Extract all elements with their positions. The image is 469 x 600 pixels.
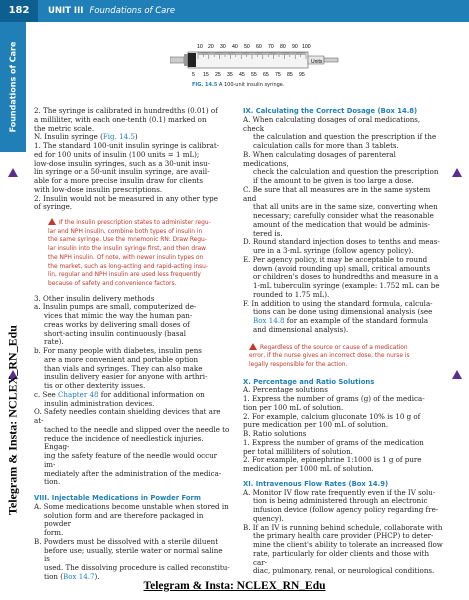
alert-line: lin, regular and NPH insulin are used less frequently — [48, 272, 201, 279]
text-line: B. When calculating dosages of parenteral medications, — [243, 149, 396, 168]
bottom-watermark: Telegram & Insta: NCLEX_RN_Edu — [143, 580, 326, 592]
text-line: A. When calculating dosages of oral medications, check — [243, 114, 421, 133]
alert-box — [249, 343, 443, 370]
text-line: used. The dissolving procedure is called reconstitu- — [44, 563, 230, 573]
text-line: b. For many people with diabetes, insulin pens — [34, 346, 202, 356]
text-line: necessary; carefully consider what the reasonable — [253, 211, 434, 220]
scale-label: 30 — [220, 44, 226, 50]
text-line: a. Insulin pumps are small, computerized de- — [34, 302, 197, 312]
text-line: infusion device (follow agency policy regarding fre- — [253, 505, 439, 515]
alert-icon — [48, 218, 56, 225]
scale-label: 100 — [302, 44, 311, 50]
alert-line: lar and NPH insulin, combine both types of insulin in — [48, 228, 203, 235]
text-line: B. Powders must be dissolved with a sterile diluent — [34, 536, 219, 546]
text-line: 3. Other insulin delivery methods — [34, 293, 155, 303]
text-line: pure medication per 100 mL of solution. — [243, 420, 389, 430]
text-line: tached to the needle and slipped over the needle to — [44, 424, 230, 434]
text-line: calculation calls for more than 3 tablets. — [253, 141, 399, 150]
text-span: c. See — [34, 389, 58, 399]
text-line: 2. Insulin would not be measured in any other type — [34, 193, 218, 203]
scale-label: 55 — [251, 72, 257, 78]
alert-line: the market, such as long-acting and rapid-acting insu- — [48, 263, 209, 270]
text-span: XI. Intravenous Flow Rates ( — [243, 479, 352, 488]
box-link[interactable]: Box 14.9 — [351, 479, 385, 488]
scale-label: 85 — [287, 72, 293, 78]
scale-label: 45 — [239, 72, 245, 78]
text-line: solution form and are therefore packaged in powder — [44, 510, 204, 529]
text-line: low-dose insulin syringes, such as a 30-unit insu- — [34, 158, 211, 168]
text-line: rate). — [44, 337, 64, 347]
text-line: ed for 100 units of insulin (100 units = 1 mL); — [34, 149, 200, 159]
text-line: and dimensional analysis). — [253, 324, 349, 334]
text-line: 1. Express the number of grams of the medication — [243, 437, 424, 447]
text-line: amount of the medication that would be adminis- — [253, 219, 431, 229]
alert-line: legally responsible for the action. — [249, 361, 348, 368]
scale-label: 10 — [197, 44, 203, 50]
alert-line — [249, 343, 443, 353]
text-line: insulin administration devices. — [44, 398, 155, 408]
text-line: O. Safety needles contain shielding devices that are at- — [34, 407, 221, 426]
text-line: than vials and syringes. They can also make — [44, 363, 203, 373]
text-line: tion is being administered through an electronic — [253, 496, 428, 506]
syringe-top-scale — [197, 44, 311, 50]
scale-label: 75 — [275, 72, 281, 78]
alert-line: lar insulin into the insulin syringe first, and then draw — [48, 246, 206, 253]
side-watermark: Telegram & Insta: NCLEX_RN_Edu — [5, 325, 20, 515]
alert-icon — [249, 343, 257, 350]
syringe-bottom-scale — [192, 72, 305, 78]
section-heading: X. Percentage and Ratio Solutions — [243, 377, 375, 386]
text-line: or children's doses to hundredths and measure in a — [253, 272, 439, 282]
figure-link[interactable]: Fig. 14.5 — [102, 132, 135, 142]
text-line: rate, particularly for older clients and those with car- — [253, 548, 430, 567]
text-span: If the insulin prescription states to administer regu- — [59, 220, 211, 226]
alert-line: the NPH insulin. Of note, with newer insulin types on — [48, 254, 204, 261]
text-line: B. Ratio solutions — [243, 429, 307, 439]
text-line: with low-dose insulin prescriptions. — [34, 184, 163, 194]
text-line: tis or other dexterity issues. — [44, 381, 146, 391]
side-tab — [0, 22, 26, 152]
text-span: ) — [414, 107, 418, 115]
text-line: ing the safety feature of the needle would occur im- — [44, 451, 218, 469]
text-line: reduce the incidence of needlestick injuries. Engag- — [44, 433, 204, 452]
text-line: 1-mL tuberculin syringe (example: 1.752 mL can be — [253, 281, 440, 290]
alert-line: because of safety and convenience factors. — [48, 280, 177, 287]
text-line: ure in a 3-mL syringe (follow agency policy). — [253, 246, 414, 255]
scale-label: 20 — [208, 44, 214, 50]
text-line: if the amount to be given is too large a dose. — [253, 176, 414, 185]
scale-label: 65 — [263, 72, 269, 78]
text-line: 2. For example, epinephrine 1:1000 is 1 g of pure — [243, 455, 422, 465]
scale-label: 50 — [244, 44, 250, 50]
text-line: of syringe. — [34, 202, 73, 212]
text-line: D. Round standard injection doses to tenths and meas- — [243, 237, 440, 247]
section-marker-icon — [452, 168, 462, 177]
text-line: A. Monitor IV flow rate frequently even if the IV solu- — [243, 487, 436, 497]
text-line: medication per 1000 mL of solution. — [243, 464, 374, 474]
syringe-illustration — [170, 38, 340, 82]
text-line: able for a more precise insulin draw for clients — [34, 176, 204, 185]
page-number: 182 — [0, 0, 38, 22]
text-line: down (avoid rounding up) small, critical amounts — [253, 263, 431, 273]
text-span: tion ( — [44, 571, 63, 581]
text-line: short-acting insulin continuously (basal — [44, 328, 186, 338]
text-line: insulin delivery easier for anyone with arthri- — [44, 372, 208, 382]
text-line: C. Be sure that all measures are in the same system and — [243, 184, 431, 203]
text-line: the primary health care provider (PHCP) to deter- — [253, 531, 434, 541]
text-line: 1. Express the number of grams (g) of the medica- — [243, 394, 425, 404]
text-line: E. Per agency policy, it may be acceptable to round — [243, 254, 428, 264]
text-span: Regardless of the source or cause of a medication — [260, 344, 408, 351]
text-line: that all units are in the same size, converting when — [253, 202, 438, 212]
text-span: IX. Calculating the Correct Dosage ( — [243, 107, 381, 115]
section-heading: VIII. Injectable Medications in Powder Form — [34, 494, 201, 503]
scale-label: 25 — [215, 72, 221, 78]
scale-label: 90 — [292, 44, 298, 50]
figure-caption — [192, 82, 284, 88]
text-line: rounded to 1.75 mL). — [253, 289, 330, 299]
units-label: Units — [311, 59, 323, 65]
text-line: per total milliliters of solution. — [243, 446, 353, 456]
alert-line: the same syringe. Use the mnemonic RN: Draw Regu- — [48, 237, 207, 244]
text-line: lin syringe or a 50-unit insulin syringe, are avail- — [34, 167, 210, 177]
scale-label: 70 — [268, 44, 274, 50]
scale-label: 35 — [227, 72, 233, 78]
chapter-link[interactable]: Chapter 48 — [58, 389, 99, 399]
unit-title: Foundations of Care — [89, 6, 176, 16]
text-line: quency). — [253, 513, 284, 523]
scale-label: 40 — [232, 44, 238, 50]
text-span: ) — [134, 132, 138, 142]
text-line: creas works by delivering small doses of — [44, 319, 190, 329]
text-span: for additional information on — [98, 389, 205, 399]
scale-label: 80 — [280, 44, 286, 50]
text-line: the metric scale. — [34, 123, 95, 133]
running-header — [48, 0, 175, 22]
section-marker-icon — [8, 168, 18, 177]
text-line: tions can be done using dimensional analysis (see — [253, 307, 433, 317]
text-line: A. Percentage solutions — [243, 385, 328, 395]
alert-line: error, if the nurse gives an incorrect dose, the nurse is — [249, 353, 410, 360]
text-line: before use; usually, sterile water or normal saline is — [44, 545, 223, 564]
text-line: mine the client's ability to tolerate an increased flow — [253, 540, 443, 550]
scale-label: 5 — [192, 72, 195, 78]
text-line: vices that mimic the way the human pan- — [44, 311, 193, 321]
text-line: 2. For example, calcium gluconate 10% is 10 g of — [243, 411, 421, 421]
text-line: the calculation and question the prescription if the — [253, 132, 437, 142]
box-link[interactable]: Box 14.8 — [253, 316, 285, 325]
side-tab-label: Foundations of Care — [8, 41, 18, 133]
text-line: 1. The standard 100-unit insulin syringe is calibrat- — [34, 141, 220, 150]
text-line: B. If an IV is running behind schedule, collaborate with — [243, 522, 443, 532]
figure-caption-text: A 100-unit insulin syringe. — [218, 82, 285, 88]
unit-label: UNIT III — [48, 6, 84, 16]
text-line: tered is. — [253, 228, 283, 238]
scale-label: 95 — [299, 72, 305, 78]
alert-line — [48, 218, 230, 228]
text-span: for an example of the standard formula — [284, 316, 429, 325]
text-line: are a more convenient and portable option — [44, 354, 199, 364]
text-line: A. Some medications become unstable when stored in — [34, 501, 229, 511]
scale-label: 60 — [256, 44, 262, 50]
scale-label: 15 — [203, 72, 209, 78]
section-marker-icon — [452, 370, 462, 379]
box-link[interactable]: Box 14.8 — [380, 107, 415, 115]
text-span: ). — [94, 571, 100, 581]
text-line: a milliliter, with each one-tenth (0.1) marked on — [34, 114, 207, 124]
text-line: tion. — [44, 477, 61, 487]
left-column — [34, 107, 230, 582]
text-line: diac, pulmonary, renal, or neurological conditions. — [253, 566, 435, 576]
box-link[interactable]: Box 14.7 — [62, 571, 95, 581]
text-span: ) — [384, 479, 389, 488]
text-line: tion per 100 mL of solution. — [243, 402, 344, 412]
text-line: form. — [44, 528, 64, 538]
text-line: check the calculation and question the prescription — [253, 167, 439, 177]
text-line: 2. The syringe is calibrated in hundredths (0.01) of — [34, 106, 218, 115]
right-column — [243, 107, 443, 576]
text-line: F. In addition to using the standard formula, calcula- — [243, 298, 433, 308]
text-line: mediately after the administration of the medica- — [44, 468, 222, 478]
alert-box — [48, 218, 230, 289]
figure-caption-label: FIG. 14.5 — [192, 82, 218, 88]
text-span: N. Insulin syringe ( — [34, 132, 103, 142]
